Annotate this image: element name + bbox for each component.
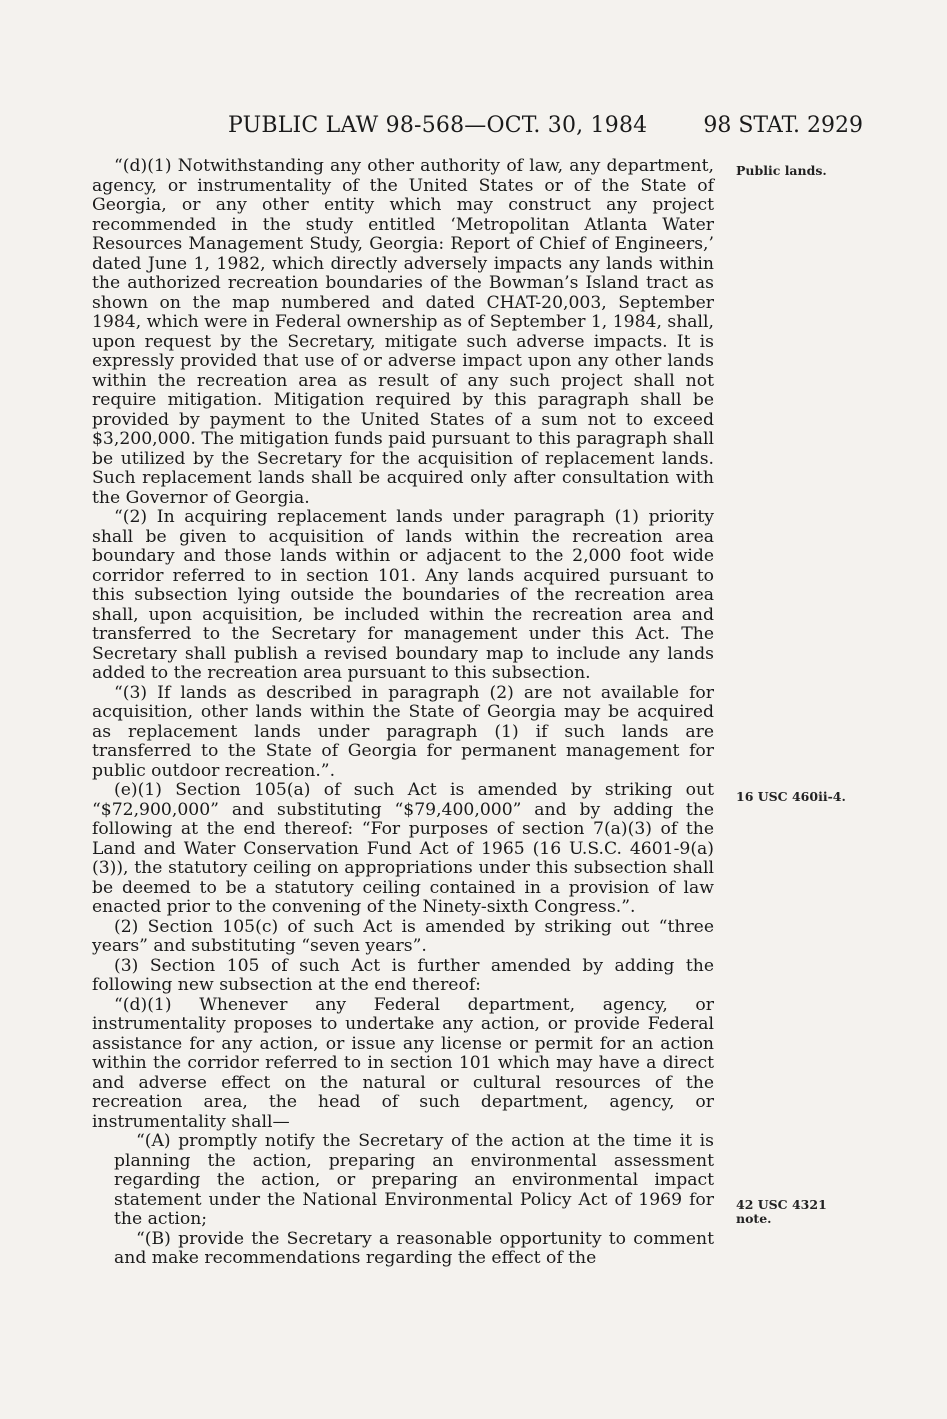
margin-note-42-usc-note: note. xyxy=(736,1211,772,1226)
page-header-title: PUBLIC LAW 98-568—OCT. 30, 1984 xyxy=(228,113,648,138)
margin-note-16-usc: 16 USC 460ii-4. xyxy=(736,789,846,804)
body-text xyxy=(92,157,714,1269)
page-header-stat: 98 STAT. 2929 xyxy=(703,113,863,138)
paragraph-d1: “(d)(1) Notwithstanding any other authority of law, any department, agency, or instrumentality of the United States or of the State of Georgia, or any other entity which may construct any project recommended in the study entitled ‘Metropolitan Atlanta Water Resources Management Study, Georgia: Report of Chief of Engineers,’ dated June 1, 1982, which directly adversely impacts any lands within the authorized recreation boundaries of the Bowman’s Island tract as shown on the map numbered and dated CHAT-20,003, September 1984, which were in Federal ownership as of September 1, 1984, shall, upon request by the Secretary, mitigate such adverse impacts. It is expressly provided that use of or adverse impact upon any other lands within the recreation area as result of any such project shall not require mitigation. Mitigation required by this paragraph shall be provided by payment to the United States of a sum not to exceed $3,200,000. The mitigation funds paid pursuant to this paragraph shall be utilized by the Secretary for the acquisition of replacement lands. Such replacement lands shall be acquired only after consultation with the Governor of Georgia. xyxy=(92,156,714,508)
margin-note-public-lands: Public lands. xyxy=(736,163,827,178)
paragraph-a: “(A) promptly notify the Secretary of the action at the time it is planning the action, preparing an environmental assessment regarding the action, or preparing an environmental impact statement under the National Environmental Policy Act of 1969 for the action; xyxy=(114,1131,714,1229)
paragraph-e3: (3) Section 105 of such Act is further amended by adding the following new subsection at the end thereof: xyxy=(92,955,714,995)
paragraph-d3: “(3) If lands as described in paragraph (2) are not available for acquisition, other lands within the State of Georgia may be acquired as replacement lands under paragraph (1) if such lands are transferred to the State of Georgia for permanent management for public outdoor recreation.”. xyxy=(92,682,714,781)
paragraph-d2: “(2) In acquiring replacement lands under paragraph (1) priority shall be given to acquisition of lands within the recreation area boundary and those lands within or adjacent to the 2,000 foot wide corridor referred to in section 101. Any lands acquired pursuant to this subsection lying outside the boundaries of the recreation area shall, upon acquisition, be included within the recreation area and transferred to the Secretary for management under this Act. The Secretary shall publish a revised boundary map to include any lands added to the recreation area pursuant to this subsection. xyxy=(92,507,714,683)
paragraph-e2: (2) Section 105(c) of such Act is amended by striking out “three years” and substituting “seven years”. xyxy=(92,916,714,956)
margin-note-42-usc: 42 USC 4321 xyxy=(736,1197,827,1212)
paragraph-b: “(B) provide the Secretary a reasonable opportunity to comment and make recommendations regarding the effect of the xyxy=(114,1228,714,1268)
paragraph-e1: (e)(1) Section 105(a) of such Act is amended by striking out “$72,900,000” and substituting “$79,400,000” and by adding the following at the end thereof: “For purposes of section 7(a)(3) of the Land and Water Conservation Fund Act of 1965 (16 U.S.C. 4601-9(a)(3)), the statutory ceiling on appropriations under this subsection shall be deemed to be a statutory ceiling contained in a provision of law enacted prior to the convening of the Ninety-sixth Congress.”. xyxy=(92,780,714,917)
paragraph-new-d1: “(d)(1) Whenever any Federal department, agency, or instrumentality proposes to undertake any action, or provide Federal assistance for any action, or issue any license or permit for an action within the corridor referred to in section 101 which may have a direct and adverse effect on the natural or cultural resources of the recreation area, the head of such department, agency, or instrumentality shall— xyxy=(92,994,714,1132)
